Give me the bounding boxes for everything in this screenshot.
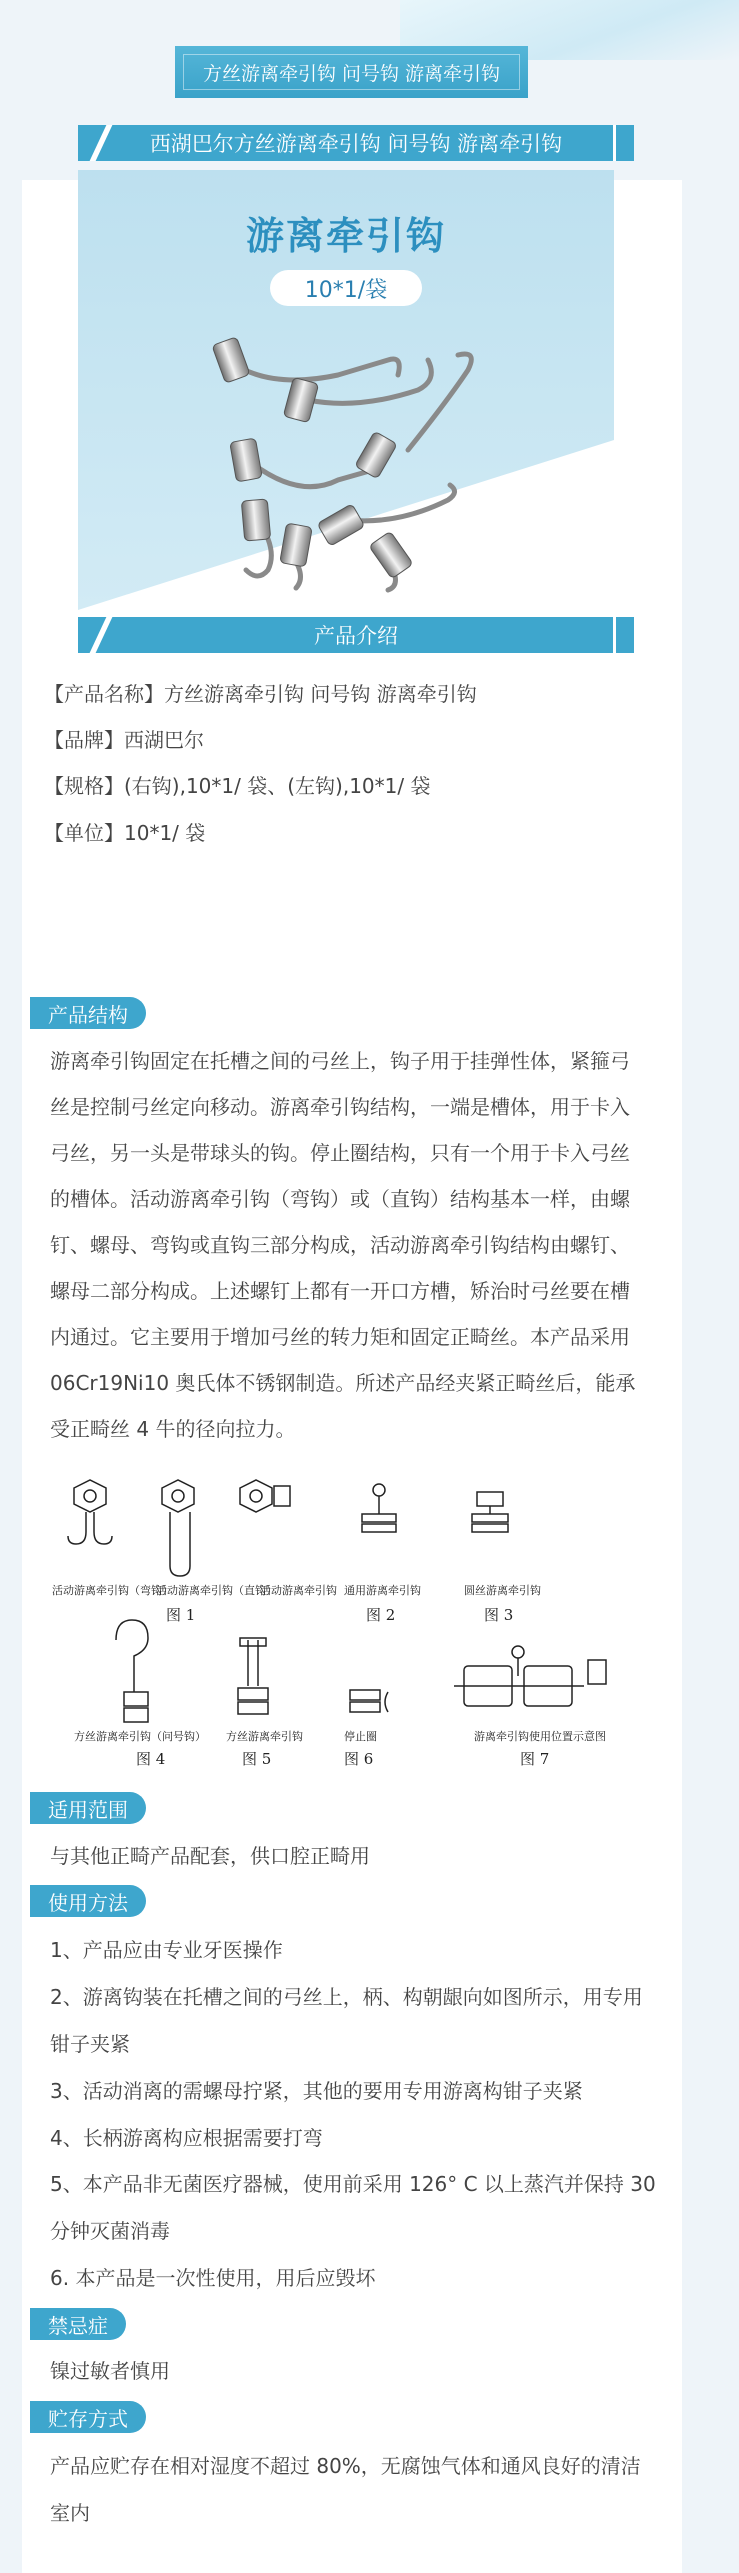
structure-line: 游离牵引钩固定在托槽之间的弓丝上，钩子用于挂弹性体，紧箍弓	[50, 1049, 630, 1073]
caption-3: 圆丝游离牵引钩	[464, 1584, 541, 1597]
hero-badge: 10*1/袋	[270, 270, 422, 306]
usage-line: 3、活动消离的需螺母拧紧，其他的要用专用游离构钳子夹紧	[50, 2079, 583, 2103]
usage-line: 分钟灭菌消毒	[50, 2219, 170, 2243]
caption-7: 游离牵引钩使用位置示意图	[474, 1730, 606, 1743]
scope-text: 与其他正畸产品配套，供口腔正畸用	[50, 1844, 370, 1868]
caption-1c: 活动游离牵引钩	[260, 1584, 337, 1597]
top-tab-label: 方丝游离牵引钩 问号钩 游离牵引钩	[202, 62, 501, 85]
section-label-structure: 产品结构	[30, 997, 146, 1029]
storage-line: 室内	[50, 2501, 90, 2525]
info-unit: 【单位】10*1/ 袋	[44, 821, 206, 845]
figure-6: 图 6	[344, 1750, 374, 1768]
structure-line: 06Cr19Ni10 奥氏体不锈钢制造。所述产品经夹紧正畸丝后，能承	[50, 1371, 636, 1395]
caption-1a: 活动游离牵引钩（弯钩）	[52, 1584, 173, 1597]
usage-line: 4、长柄游离构应根据需要打弯	[50, 2126, 323, 2150]
hooks-product-image	[188, 320, 508, 600]
usage-line: 1、产品应由专业牙医操作	[50, 1938, 283, 1962]
title-bar	[78, 125, 634, 161]
structure-text	[50, 1038, 680, 1452]
bar-divider-right	[613, 617, 616, 653]
contraindication-text: 镍过敏者慎用	[50, 2359, 170, 2383]
section-label-storage: 贮存方式	[30, 2401, 146, 2433]
figure-3: 图 3	[484, 1606, 514, 1624]
info-spec: 【规格】(右钩),10*1/ 袋、(左钩),10*1/ 袋	[44, 774, 431, 798]
bar-slash-left	[90, 617, 113, 653]
section-label-contraindication: 禁忌症	[30, 2308, 126, 2340]
structure-line: 螺母二部分构成。上述螺钉上都有一开口方槽，矫治时弓丝要在槽	[50, 1279, 630, 1303]
section-label-usage: 使用方法	[30, 1885, 146, 1917]
intro-bar	[78, 617, 634, 653]
structure-line: 弓丝，另一头是带球头的钩。停止圈结构，只有一个用于卡入弓丝	[50, 1141, 630, 1165]
structure-line: 的槽体。活动游离牵引钩（弯钩）或（直钩）结构基本一样，由螺	[50, 1187, 630, 1211]
figure-1: 图 1	[166, 1606, 196, 1624]
caption-6: 停止圈	[344, 1730, 377, 1743]
figure-4: 图 4	[136, 1750, 166, 1768]
usage-line: 5、本产品非无菌医疗器械，使用前采用 126° C 以上蒸汽并保持 30	[50, 2172, 656, 2196]
figure-5: 图 5	[242, 1750, 272, 1768]
usage-line: 6. 本产品是一次性使用，用后应毁坏	[50, 2266, 376, 2290]
top-tab	[175, 46, 528, 98]
caption-4: 方丝游离牵引钩（问号钩）	[74, 1730, 206, 1743]
bar-divider-right	[613, 125, 616, 161]
caption-5: 方丝游离牵引钩	[226, 1730, 303, 1743]
intro-bar-label: 产品介绍	[314, 624, 398, 648]
figure-7: 图 7	[520, 1750, 550, 1768]
structure-line: 受正畸丝 4 牛的径向拉力。	[50, 1417, 296, 1441]
caption-2: 通用游离牵引钩	[344, 1584, 421, 1597]
structure-line: 钉、螺母、弯钩或直钩三部分构成，活动游离牵引钩结构由螺钉、	[50, 1233, 630, 1257]
info-product-name: 【产品名称】方丝游离牵引钩 问号钩 游离牵引钩	[44, 682, 477, 706]
structure-line: 内通过。它主要用于增加弓丝的转力矩和固定正畸丝。本产品采用	[50, 1325, 630, 1349]
caption-1b: 活动游离牵引钩（直钩）	[156, 1584, 277, 1597]
usage-line: 2、游离钩装在托槽之间的弓丝上，柄、构朝龈向如图所示，用专用	[50, 1985, 643, 2009]
info-brand: 【品牌】西湖巴尔	[44, 728, 204, 752]
usage-line: 钳子夹紧	[50, 2032, 130, 2056]
section-label-scope: 适用范围	[30, 1792, 146, 1824]
figure-2: 图 2	[366, 1606, 396, 1624]
structure-line: 丝是控制弓丝定向移动。游离牵引钩结构，一端是槽体，用于卡入	[50, 1095, 630, 1119]
title-bar-label: 西湖巴尔方丝游离牵引钩 问号钩 游离牵引钩	[149, 132, 563, 156]
storage-line: 产品应贮存在相对湿度不超过 80%，无腐蚀气体和通风良好的清洁	[50, 2454, 641, 2478]
hero-banner	[78, 170, 614, 610]
structure-diagram	[44, 1470, 664, 1770]
bar-slash-left	[90, 125, 113, 161]
hero-title: 游离牵引钩	[245, 214, 446, 258]
